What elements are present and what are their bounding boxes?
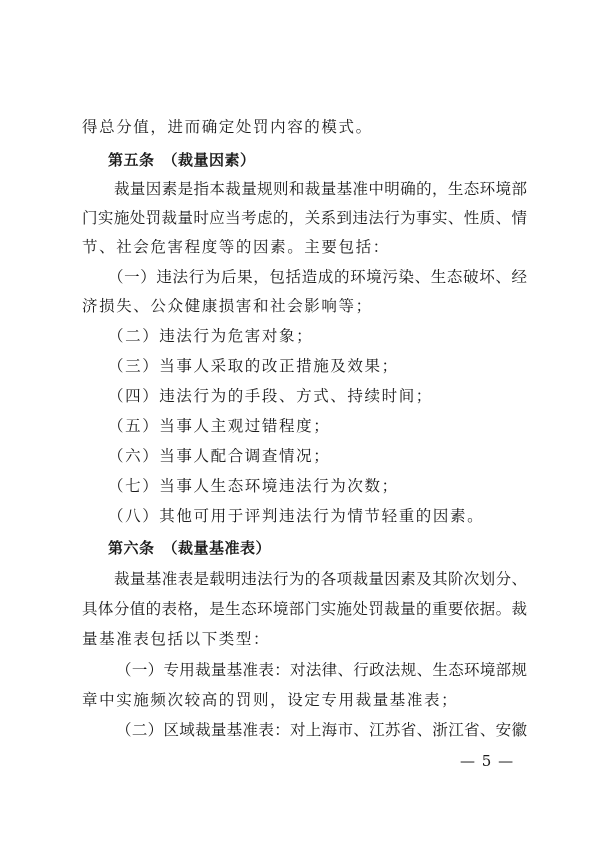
paragraph-line: 量基准表包括以下类型： (82, 630, 271, 648)
paragraph-line: 裁量基准表是载明违法行为的各项裁量因素及其阶次划分、 (114, 570, 527, 588)
article-5-heading: 第五条 （裁量因素） (108, 151, 256, 169)
list-item: （一）专用裁量基准表：对法律、行政法规、生态环境部规 (116, 661, 527, 679)
paragraph-line: 章中实施频次较高的罚则，设定专用裁量基准表； (82, 691, 459, 709)
page-number: — 5 — (460, 752, 515, 770)
list-item: （三）当事人采取的改正措施及效果； (108, 357, 399, 375)
list-item: （二）违法行为危害对象； (108, 327, 314, 345)
list-item: （二）区域裁量基准表：对上海市、江苏省、浙江省、安徽 (116, 721, 527, 739)
paragraph-line: 具体分值的表格，是生态环境部门实施处罚裁量的重要依据。裁 (82, 600, 527, 618)
list-item: （一）违法行为后果，包括造成的环境污染、生态破坏、经 (108, 268, 527, 286)
paragraph-line: 济损失、公众健康损害和社会影响等； (82, 297, 373, 315)
paragraph-line: 节、社会危害程度等的因素。主要包括： (82, 238, 390, 256)
paragraph-line: 得总分值，进而确定处罚内容的模式。 (82, 118, 373, 136)
list-item: （四）违法行为的手段、方式、持续时间； (108, 387, 433, 405)
list-item: （七）当事人生态环境违法行为次数； (108, 477, 399, 495)
list-item: （五）当事人主观过错程度； (108, 417, 331, 435)
list-item: （八）其他可用于评判违法行为情节轻重的因素。 (108, 507, 485, 525)
article-6-heading: 第六条 （裁量基准表） (108, 539, 272, 557)
list-item: （六）当事人配合调查情况； (108, 447, 331, 465)
paragraph-line: 裁量因素是指本裁量规则和裁量基准中明确的，生态环境部 (114, 180, 527, 198)
paragraph-line: 门实施处罚裁量时应当考虑的，关系到违法行为事实、性质、情 (82, 209, 527, 227)
